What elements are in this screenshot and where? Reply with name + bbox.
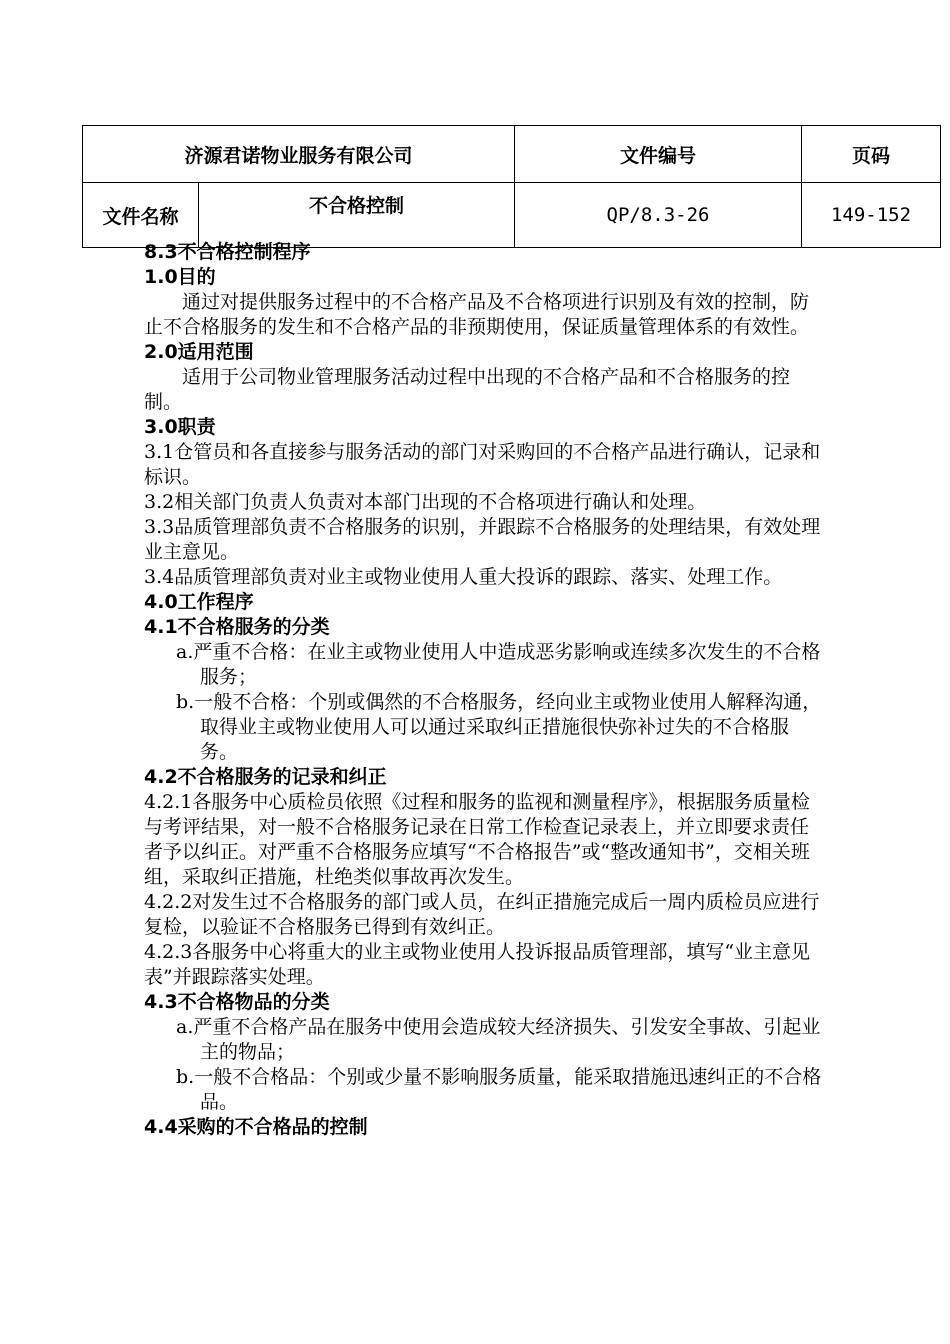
- document-header-table: [82, 125, 941, 248]
- subsection-heading: 4.4采购的不合格品的控制: [144, 1116, 368, 1138]
- procedure-paragraph: 4.2.1各服务中心质检员依照《过程和服务的监视和测量程序》，根据服务质量检与考评结果，对一般不合格服务记录在日常工作检查记录表上，并立即要求责任者予以纠正。对严重不合格服务应填写“不合格报告”或“整改通知书”，交相关班组，采取纠正措施，杜绝类似事故再次发生。: [144, 791, 810, 888]
- page-range-value: 149-152: [802, 183, 941, 248]
- list-item: a.严重不合格产品在服务中使用会造成较大经济损失、引发安全事故、引起业主的物品；: [176, 1016, 821, 1063]
- subsection-heading: 4.2不合格服务的记录和纠正: [144, 766, 387, 788]
- responsibility-item: 3.2相关部门负责人负责对本部门出现的不合格项进行确认和处理。: [144, 491, 707, 513]
- procedure-paragraph: 4.2.3各服务中心将重大的业主或物业使用人投诉报品质管理部，填写“业主意见表”并跟踪落实处理。: [144, 941, 811, 988]
- document-body: [144, 240, 824, 1140]
- doc-number-label: 文件编号: [515, 126, 802, 183]
- scope-paragraph: 适用于公司物业管理服务活动过程中出现的不合格产品和不合格服务的控制。: [144, 366, 791, 413]
- subsection-heading: 4.3不合格物品的分类: [144, 991, 330, 1013]
- doc-number-value: QP/8.3-26: [515, 183, 802, 248]
- subsection-heading: 4.1不合格服务的分类: [144, 616, 330, 638]
- section-heading-purpose: 1.0目的: [144, 266, 216, 288]
- procedure-paragraph: 4.2.2对发生过不合格服务的部门或人员，在纠正措施完成后一周内质检员应进行复检，以验证不合格服务已得到有效纠正。: [144, 891, 820, 938]
- company-name: 济源君诺物业服务有限公司: [83, 126, 515, 183]
- section-heading-responsibilities: 3.0职责: [144, 416, 216, 438]
- document-title: 8.3不合格控制程序: [144, 241, 311, 263]
- responsibility-item: 3.4品质管理部负责对业主或物业使用人重大投诉的跟踪、落实、处理工作。: [144, 566, 783, 588]
- responsibility-item: 3.3品质管理部负责不合格服务的识别，并跟踪不合格服务的处理结果，有效处理业主意见。: [144, 516, 821, 563]
- section-heading-procedure: 4.0工作程序: [144, 591, 254, 613]
- responsibility-item: 3.1仓管员和各直接参与服务活动的部门对采购回的不合格产品进行确认，记录和标识。: [144, 441, 821, 488]
- list-item: a.严重不合格：在业主或物业使用人中造成恶劣影响或连续多次发生的不合格服务；: [176, 641, 821, 688]
- page-label: 页码: [802, 126, 941, 183]
- purpose-paragraph: 通过对提供服务过程中的不合格产品及不合格项进行识别及有效的控制，防止不合格服务的发生和不合格产品的非预期使用，保证质量管理体系的有效性。: [144, 291, 810, 338]
- section-heading-scope: 2.0适用范围: [144, 341, 254, 363]
- doc-name-value: 不合格控制: [199, 183, 515, 248]
- doc-name-label: 文件名称: [83, 183, 199, 248]
- list-item: b.一般不合格品：个别或少量不影响服务质量，能采取措施迅速纠正的不合格品。: [176, 1066, 822, 1113]
- list-item: b.一般不合格：个别或偶然的不合格服务，经向业主或物业使用人解释沟通，取得业主或物业使用人可以通过采取纠正措施很快弥补过失的不合格服务。: [176, 691, 822, 763]
